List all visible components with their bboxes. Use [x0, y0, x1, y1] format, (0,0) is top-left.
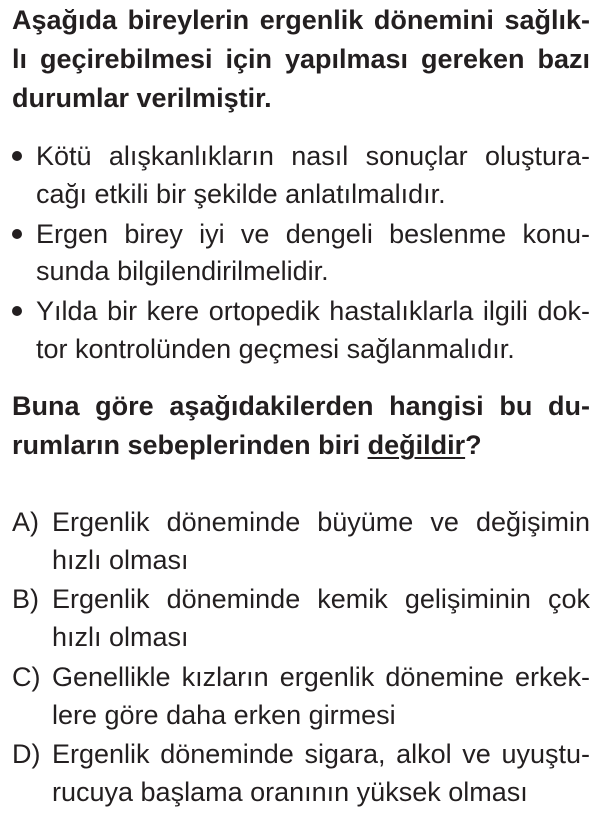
option-b-letter: B): [12, 584, 39, 614]
option-c-line-2: lere göre daha erken girmesi: [52, 700, 396, 730]
intro-line-2: lı geçirebilmesi için yapılması gereken bazı: [12, 44, 590, 74]
option-c-line-1: Genellikle kızların ergenlik dönemine erkek-: [52, 662, 590, 692]
option-c-letter: C): [12, 662, 41, 692]
option-a-line-1: Ergenlik döneminde büyüme ve değişimin: [52, 507, 590, 537]
question-line-2: [12, 429, 482, 461]
intro-line-1: Aşağıda bireylerin ergenlik dönemini sağlık-: [12, 5, 590, 35]
bullet-3-line-1: Yılda bir kere ortopedik hastalıklarla ilgili dok-: [36, 296, 590, 326]
intro-line-3: durumlar verilmiştir.: [12, 83, 272, 113]
bullet-dot-icon: [12, 229, 22, 239]
bullet-dot-icon: [12, 306, 22, 316]
question-line-2-prefix: rumların sebeplerinden biri: [12, 430, 368, 460]
option-b-line-2: hızlı olması: [52, 622, 189, 652]
bullet-1-line-2: cağı etkili bir şekilde anlatılmalıdır.: [36, 179, 446, 209]
bullet-2-line-2: sunda bilgilendirilmelidir.: [36, 256, 329, 286]
bullet-1-line-1: Kötü alışkanlıkların nasıl sonuçlar oluştura-: [36, 141, 590, 171]
option-a-line-2: hızlı olması: [52, 545, 189, 575]
option-d-letter: D): [12, 739, 41, 769]
bullet-3-line-2: tor kontrolünden geçmesi sağlanmalıdır.: [36, 334, 515, 364]
option-b-line-1: Ergenlik döneminde kemik gelişiminin çok: [52, 584, 590, 614]
option-d-line-1: Ergenlik döneminde sigara, alkol ve uyuştu-: [52, 739, 590, 769]
question-line-2-suffix: ?: [465, 430, 482, 460]
bullet-dot-icon: [12, 151, 22, 161]
option-d-line-2: rucuya başlama oranının yüksek olması: [52, 777, 528, 807]
option-a-letter: A): [12, 507, 39, 537]
bullet-2-line-1: Ergen birey iyi ve dengeli beslenme konu-: [36, 219, 590, 249]
question-emphasis: değildir: [367, 430, 466, 460]
question-line-1: Buna göre aşağıdakilerden hangisi bu du-: [12, 391, 590, 421]
